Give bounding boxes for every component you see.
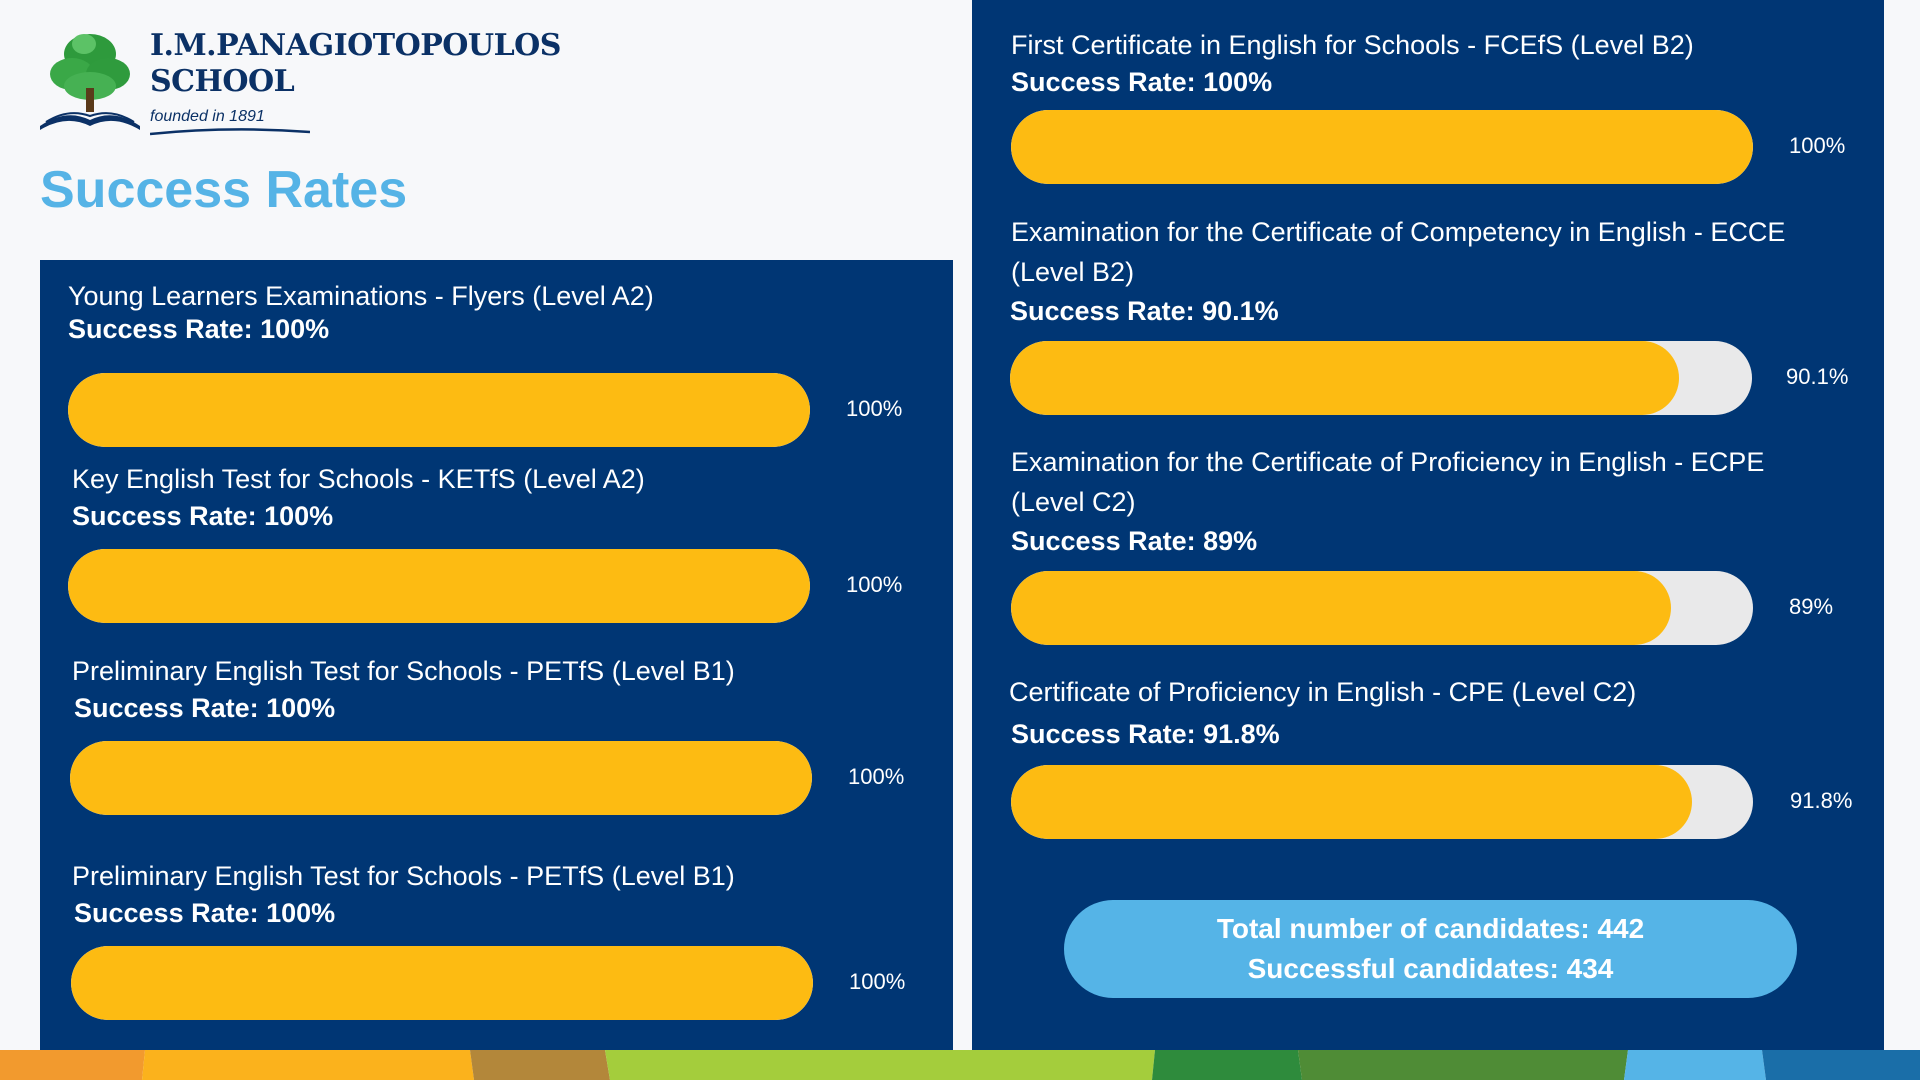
exam-success-rate: Success Rate: 89% — [1011, 526, 1258, 556]
total-candidates-text: Total number of candidates: 442 — [1216, 913, 1645, 944]
right-results-panel — [972, 0, 1884, 1050]
exam-title: Key English Test for Schools - KETfS (Level A2) — [72, 464, 645, 494]
candidates-summary — [1064, 900, 1797, 998]
logo-swash — [150, 128, 310, 136]
progress-value: 89% — [1789, 594, 1834, 619]
exam-title: Preliminary English Test for Schools - PETfS (Level B1) — [72, 656, 735, 686]
progress-bar — [1011, 765, 1753, 839]
progress-bar-fill — [71, 946, 813, 1020]
progress-value: 100% — [849, 969, 906, 994]
progress-value: 100% — [1789, 133, 1846, 158]
exam-success-rate: Success Rate: 91.8% — [1011, 719, 1280, 749]
decorative-color-stripe — [0, 1050, 1920, 1080]
page-title: Success Rates — [40, 161, 408, 219]
founded-text: founded in 1891 — [150, 108, 265, 125]
exam-title: Examination for the Certificate of Proficiency in English - ECPE (Level C2) — [1011, 447, 1765, 517]
progress-bar-fill — [68, 373, 810, 447]
school-logo — [38, 24, 561, 136]
school-name-line2: SCHOOL — [150, 64, 295, 99]
exam-success-rate: Success Rate: 90.1% — [1010, 296, 1279, 326]
progress-bar-fill — [1011, 110, 1753, 184]
progress-bar-fill — [68, 549, 810, 623]
exam-success-rate: Success Rate: 100% — [1011, 67, 1273, 97]
school-name-line1: I.M.PANAGIOTOPOULOS — [150, 28, 561, 63]
progress-bar — [1010, 341, 1752, 415]
exam-title: Examination for the Certificate of Competency in English - ECCE (Level B2) — [1011, 217, 1786, 287]
progress-bar — [68, 373, 810, 447]
progress-value: 90.1% — [1786, 364, 1849, 389]
progress-value: 91.8% — [1790, 788, 1853, 813]
progress-bar-fill — [1011, 571, 1671, 645]
progress-bar-fill — [1010, 341, 1679, 415]
progress-value: 100% — [848, 764, 905, 789]
progress-bar — [68, 549, 810, 623]
exam-success-rate: Success Rate: 100% — [74, 898, 336, 928]
exam-success-rate: Success Rate: 100% — [72, 501, 334, 531]
exam-success-rate: Success Rate: 100% — [74, 693, 336, 723]
progress-bar — [71, 946, 813, 1020]
progress-bar-fill — [1011, 765, 1692, 839]
exam-title: First Certificate in English for Schools - FCEfS (Level B2) — [1011, 30, 1694, 60]
exam-success-rate: Success Rate: 100% — [68, 314, 330, 344]
progress-bar — [1011, 571, 1753, 645]
progress-bar — [1011, 110, 1753, 184]
successful-candidates-text: Successful candidates: 434 — [1247, 953, 1614, 984]
progress-value: 100% — [846, 572, 903, 597]
progress-value: 100% — [846, 396, 903, 421]
exam-title: Preliminary English Test for Schools - PETfS (Level B1) — [72, 861, 735, 891]
progress-bar — [70, 741, 812, 815]
progress-bar-fill — [70, 741, 812, 815]
left-results-panel — [40, 260, 953, 1050]
exam-title: Certificate of Proficiency in English - CPE (Level C2) — [1009, 677, 1637, 707]
exam-title: Young Learners Examinations - Flyers (Level A2) — [68, 281, 654, 311]
